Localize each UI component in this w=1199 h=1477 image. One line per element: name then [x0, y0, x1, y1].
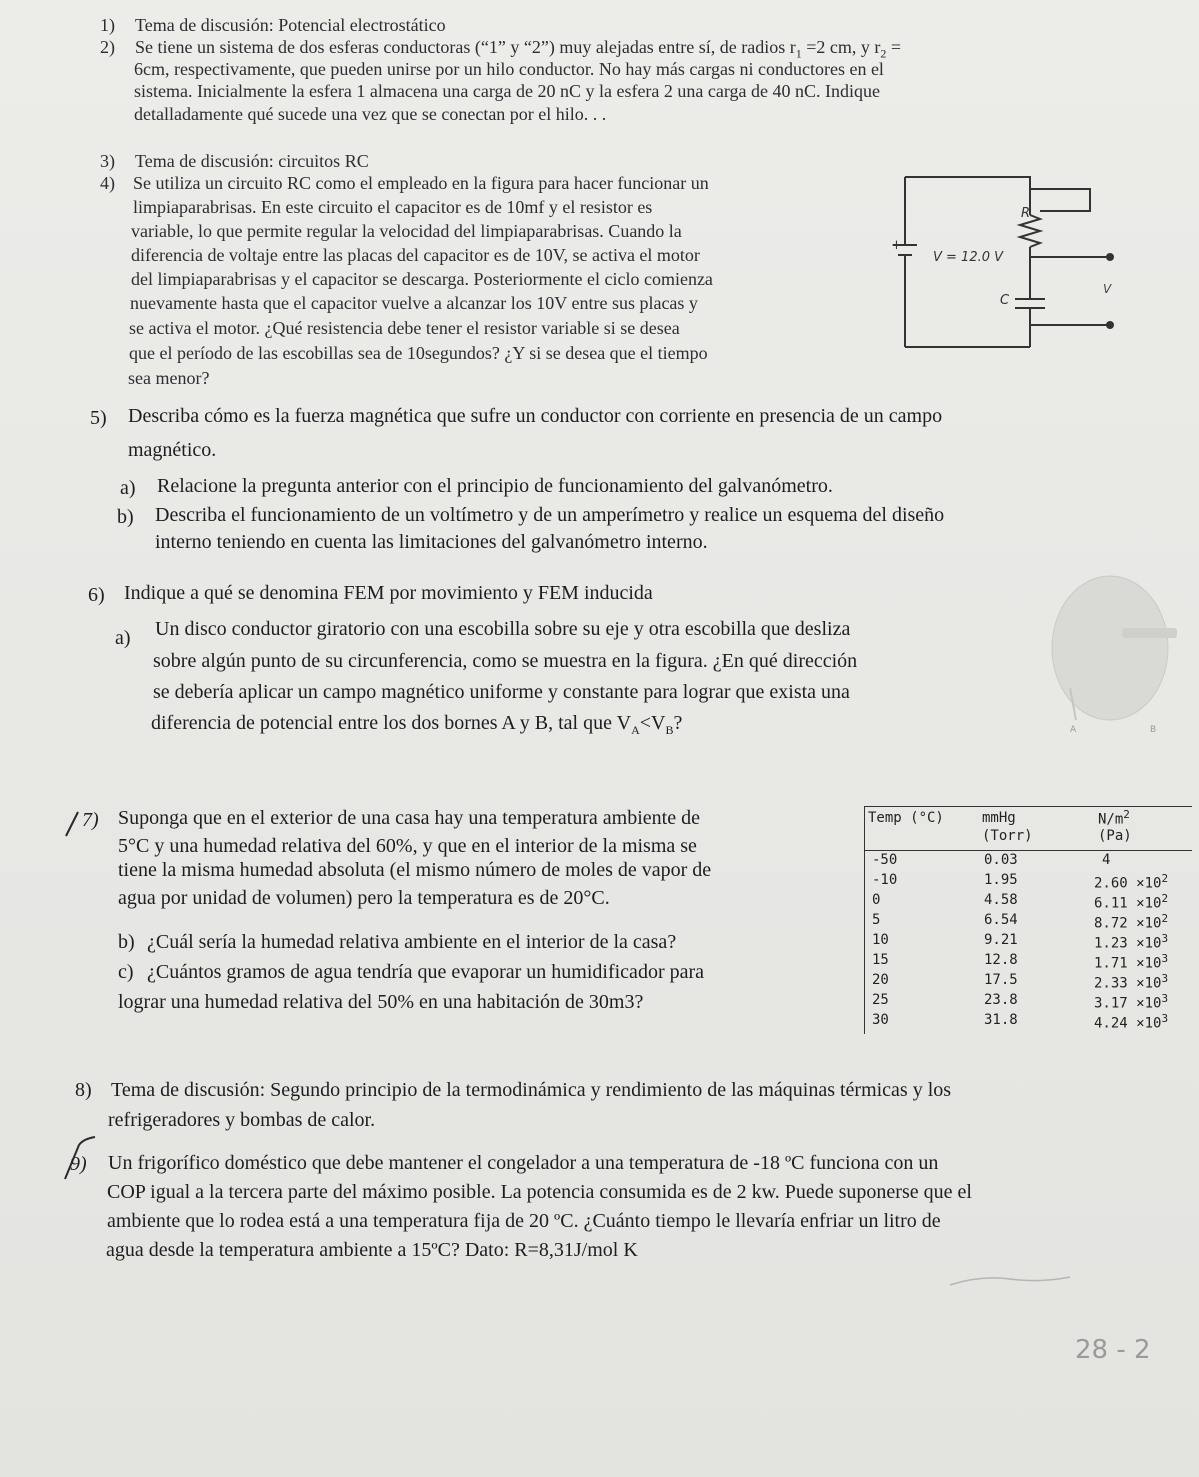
cell-mmhg: 0.03: [984, 852, 1018, 868]
cell-mmhg: 9.21: [984, 932, 1018, 948]
table-row: [858, 852, 1193, 872]
axle-brush: [1122, 628, 1177, 638]
q2-line-1b: =2 cm, y r: [801, 37, 881, 57]
cell-mmhg: 17.5: [984, 972, 1018, 988]
q5-a-number: a): [120, 477, 136, 499]
q9-line-1: Un frigorífico doméstico que debe mantener el congelador a una temperatura de -18 ºC funciona con un: [108, 1152, 939, 1174]
table-top-rule: [864, 806, 1192, 807]
table-row: [858, 932, 1193, 952]
cell-temp: 5: [872, 912, 881, 928]
q9-number: 9): [70, 1153, 87, 1175]
q6-a-line-4c: ?: [673, 712, 683, 734]
cell-pa-exponent: 3: [1161, 1012, 1169, 1025]
q2-line-1c: =: [886, 37, 902, 57]
q7-line: 5°C y una humedad relativa del 60%, y que en el interior de la misma se: [118, 835, 697, 857]
terminal-dot-top: [1106, 253, 1114, 261]
q2-sub-1: 1: [795, 46, 802, 61]
vout-label: V: [1103, 282, 1112, 296]
q9-line-4: agua desde la temperatura ambiente a 15ºC? Dato: R=8,31J/mol K: [106, 1239, 638, 1261]
q6-text: Indique a qué se denomina FEM por movimiento y FEM inducida: [124, 582, 653, 604]
rotating-disc-figure: [1030, 570, 1195, 745]
header-temp: Temp (°C): [868, 810, 944, 826]
cell-pa-exponent: 3: [1161, 952, 1169, 965]
q7-line: tiene la misma humedad absoluta (el mismo número de moles de vapor de: [118, 859, 712, 881]
q2-line-4: detalladamente qué sucede una vez que se conectan por el hilo. . .: [134, 104, 607, 124]
q5-b-number: b): [117, 506, 134, 528]
cell-pa: $8.72 \times 10^2$: [1094, 912, 1169, 932]
q8-line-2: refrigeradores y bombas de calor.: [108, 1109, 376, 1131]
cell-temp: -50: [872, 852, 898, 868]
cell-pa: $1.71 \times 10^3$: [1094, 952, 1169, 972]
q6-a-line-4: [151, 711, 682, 742]
rc-circuit-diagram: [875, 165, 1155, 375]
cell-temp: 0: [872, 892, 881, 908]
q6-a-line-4a: diferencia de potencial entre los dos bornes A y B, tal que V: [151, 712, 632, 734]
table-row: [858, 892, 1193, 912]
q7-c-line-2: lograr una humedad relativa del 50% en una habitación de 30m3?: [118, 991, 644, 1013]
q7-line: Suponga que en el exterior de una casa hay una temperatura ambiente de: [118, 807, 700, 829]
check-mark-q7: [60, 806, 100, 846]
q2-number: 2): [100, 37, 115, 57]
resistor-label: R: [1021, 206, 1031, 221]
header-mmhg: mmHg: [982, 810, 1016, 826]
cell-pa: $6.11 \times 10^2$: [1094, 892, 1169, 912]
check-mark-q9: [55, 1135, 105, 1185]
q6-a-line-4b: <V: [639, 712, 666, 734]
q4-line: que el período de las escobillas sea de 10segundos? ¿Y si se desea que el tiempo: [129, 343, 708, 363]
q7-number: 7): [82, 809, 99, 831]
q5-line-1: Describa cómo es la fuerza magnética que sufre un conductor con corriente en presencia de un campo: [128, 405, 943, 427]
q6-a-line-3: se debería aplicar un campo magnético uniforme y constante para lograr que exista una: [153, 681, 850, 703]
q7-b-number: b): [118, 931, 135, 953]
q2-line-2: 6cm, respectivamente, que pueden unirse por un hilo conductor. No hay más cargas ni conductores en el: [134, 59, 884, 79]
q3-number: 3): [100, 151, 115, 171]
battery-plus-label: +: [891, 238, 902, 253]
q1-number: 1): [100, 15, 115, 35]
q4-line: sea menor?: [128, 368, 210, 388]
cell-pa-exponent: 3: [1161, 992, 1169, 1005]
q8-number: 8): [75, 1079, 92, 1101]
terminal-dot-bottom: [1106, 321, 1114, 329]
voltage-label: V = 12.0 V: [933, 250, 1004, 265]
table-row: [858, 912, 1193, 932]
cell-pa: $1.23 \times 10^3$: [1094, 932, 1169, 952]
q5-a-text: Relacione la pregunta anterior con el principio de funcionamiento del galvanómetro.: [157, 475, 833, 497]
q7-c-line-1: ¿Cuántos gramos de agua tendría que evaporar un humidificador para: [147, 961, 705, 983]
q7-c-number: c): [118, 961, 134, 983]
q4-line: diferencia de voltaje entre las placas del capacitor es de 10V, se activa el motor: [131, 245, 700, 265]
cell-pa: 4: [1102, 852, 1111, 868]
q4-line: nuevamente hasta que el capacitor vuelve a alcanzar los 10V entre sus placas y: [130, 293, 698, 313]
header-nm-text: N/m: [1098, 811, 1124, 828]
q1-text: Tema de discusión: Potencial electrostático: [135, 15, 446, 35]
cell-temp: 30: [872, 1012, 889, 1028]
cell-mmhg: 4.58: [984, 892, 1018, 908]
pencil-scribble: [940, 1265, 1080, 1305]
q2-line-3: sistema. Inicialmente la esfera 1 almacena una carga de 20 nC y la esfera 2 una carga de 40 nC. Indique: [134, 81, 881, 101]
cell-mmhg: 23.8: [984, 992, 1018, 1008]
q4-number: 4): [100, 173, 115, 193]
cell-mmhg: 6.54: [984, 912, 1018, 928]
cell-temp: 25: [872, 992, 889, 1008]
q4-line: limpiaparabrisas. En este circuito el capacitor es de 10mf y el resistor es: [133, 197, 653, 217]
table-row: [858, 952, 1193, 972]
q6-number: 6): [88, 584, 105, 606]
q8-line-1: Tema de discusión: Segundo principio de la termodinámica y rendimiento de las máquinas térmicas y los: [111, 1079, 952, 1101]
header-nm-sup: 2: [1123, 808, 1130, 821]
header-nm: [1098, 808, 1130, 828]
q6-a-number: a): [115, 627, 131, 649]
q5-number: 5): [90, 407, 107, 429]
cell-pa-exponent: 2: [1161, 912, 1169, 925]
header-torr: (Torr): [982, 828, 1033, 844]
cell-mmhg: 12.8: [984, 952, 1018, 968]
q6-a-line-1: Un disco conductor giratorio con una escobilla sobre su eje y otra escobilla que desliza: [155, 618, 851, 640]
cell-temp: -10: [872, 872, 898, 888]
q9-line-2: COP igual a la tercera parte del máximo posible. La potencia consumida es de 2 kw. Puede suponerse que el: [107, 1181, 972, 1203]
q2-line-1a: Se tiene un sistema de dos esferas conductoras (“1” y “2”) muy alejadas entre sí, de radios r: [135, 37, 796, 57]
q5-b-line-1: Describa el funcionamiento de un voltímetro y de un amperímetro y realice un esquema del diseño: [155, 504, 945, 526]
cell-pa: $2.33 \times 10^3$: [1094, 972, 1169, 992]
pencil-note: 28 - 2: [1075, 1335, 1151, 1365]
cell-mmhg: 31.8: [984, 1012, 1018, 1028]
q9-line-3: ambiente que lo rodea está a una temperatura fija de 20 ºC. ¿Cuánto tiempo le llevaría enfriar un litro de: [107, 1210, 941, 1232]
terminal-a-label: A: [1070, 725, 1077, 735]
q5-b-line-2: interno teniendo en cuenta las limitaciones del galvanómetro interno.: [155, 531, 708, 553]
cell-pa-exponent: 3: [1161, 972, 1169, 985]
cell-pa: $2.60 \times 10^2$: [1094, 872, 1169, 892]
table-row: [858, 972, 1193, 992]
cell-temp: 20: [872, 972, 889, 988]
cell-temp: 10: [872, 932, 889, 948]
q4-line: Se utiliza un circuito RC como el empleado en la figura para hacer funcionar un: [133, 173, 709, 193]
table-row: [858, 992, 1193, 1012]
q7-b-text: ¿Cuál sería la humedad relativa ambiente en el interior de la casa?: [147, 931, 677, 953]
table-row: [858, 872, 1193, 892]
cell-pa-exponent: 2: [1161, 892, 1169, 905]
terminal-b-label: B: [1150, 725, 1157, 735]
cell-pa: $4.24 \times 10^3$: [1094, 1012, 1169, 1032]
q6-sub-a: A: [631, 723, 640, 737]
table-header-rule: [864, 850, 1192, 851]
cell-pa-exponent: 2: [1161, 872, 1169, 885]
cell-temp: 15: [872, 952, 889, 968]
cell-mmhg: 1.95: [984, 872, 1018, 888]
q2-sub-2: 2: [880, 46, 887, 61]
cell-pa-exponent: 3: [1161, 932, 1169, 945]
q4-line: se activa el motor. ¿Qué resistencia debe tener el resistor variable si se desea: [129, 318, 680, 338]
q7-line: agua por unidad de volumen) pero la temperatura es de 20°C.: [118, 887, 610, 909]
cell-pa: $3.17 \times 10^3$: [1094, 992, 1169, 1012]
table-row: [858, 1012, 1193, 1032]
q4-line: variable, lo que permite regular la velocidad del limpiaparabrisas. Cuando la: [131, 221, 682, 241]
header-pa: (Pa): [1098, 828, 1132, 844]
q4-line: del limpiaparabrisas y el capacitor se descarga. Posteriormente el ciclo comienza: [131, 269, 713, 289]
vapor-pressure-table: [858, 806, 1193, 1036]
q3-text: Tema de discusión: circuitos RC: [135, 151, 369, 171]
q5-line-2: magnético.: [128, 439, 217, 461]
capacitor-label: C: [1000, 293, 1010, 308]
q6-sub-b: B: [665, 723, 674, 737]
q6-a-line-2: sobre algún punto de su circunferencia, como se muestra en la figura. ¿En qué dirección: [153, 650, 858, 672]
